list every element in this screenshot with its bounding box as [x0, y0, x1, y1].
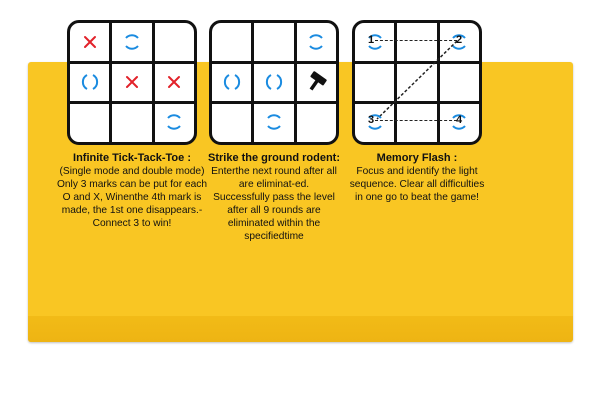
panel-infinite-tic-tac-toe [52, 20, 212, 230]
sequence-number: 1 [368, 34, 375, 46]
o-mark-icon [154, 103, 194, 141]
panel-strike-ground-rodent [194, 20, 354, 243]
o-mark-icon [254, 103, 294, 141]
panel-title: Strike the ground rodent: [208, 152, 340, 164]
o-mark-icon [112, 23, 152, 61]
panel-title: Infinite Tick-Tack-Toe : [73, 152, 191, 164]
sequence-number: 4 [456, 114, 463, 126]
panel-memory-flash [337, 20, 497, 204]
o-mark-icon [355, 103, 395, 141]
o-mark-icon [254, 63, 294, 101]
o-mark-icon [439, 23, 479, 61]
o-mark-icon [296, 23, 336, 61]
sequence-number: 3 [368, 114, 375, 126]
panel-description: Focus and identify the light sequence. Clear all difficulties in one go to beat the game! [349, 166, 485, 203]
o-mark-icon [439, 103, 479, 141]
tic-tac-toe-board [67, 20, 197, 145]
whack-a-mole-board [209, 20, 339, 145]
x-mark-icon [154, 63, 194, 101]
o-mark-icon [355, 23, 395, 61]
hammer-icon [296, 63, 336, 101]
sequence-number: 2 [456, 34, 463, 46]
memory-flash-board [352, 20, 482, 145]
x-mark-icon [70, 23, 110, 61]
panel-description: Enterthe next round after all are eliminat-ed. Successfully pass the level after all 9 rounds are eliminated within the specifiedtime [211, 166, 337, 242]
panel-description: (Single mode and double mode) Only 3 marks can be put for each O and X, Winenthe 4th mark is made, the 1st one disappears.- Connect 3 to win! [56, 166, 208, 229]
o-mark-icon [212, 63, 252, 101]
panel-title: Memory Flash : [376, 152, 458, 164]
o-mark-icon [70, 63, 110, 101]
x-mark-icon [112, 63, 152, 101]
